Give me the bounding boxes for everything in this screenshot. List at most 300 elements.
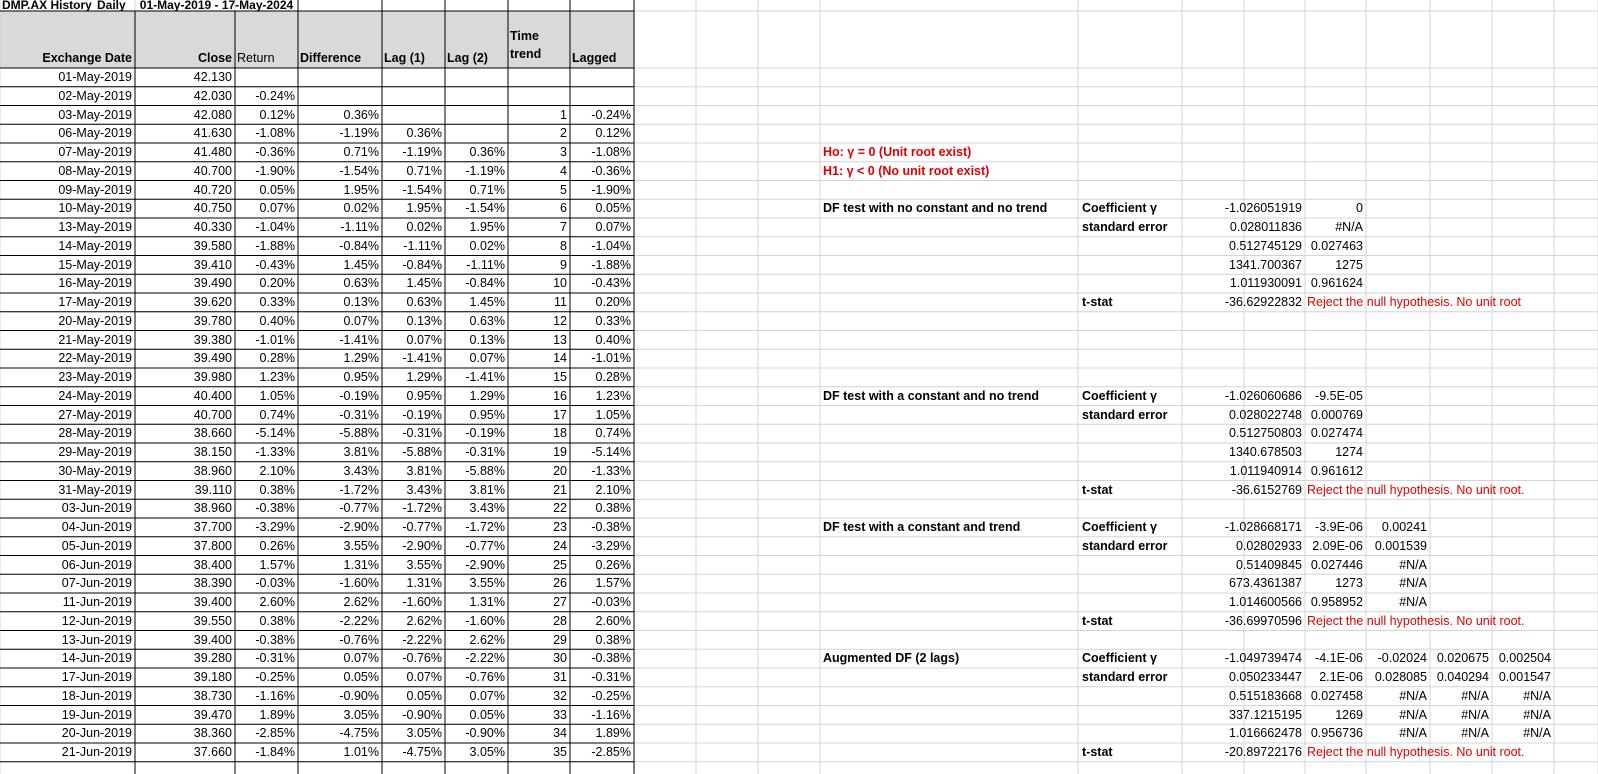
cell-date[interactable]: 03-May-2019 bbox=[58, 107, 132, 122]
stat-value[interactable]: 0.958952 bbox=[1310, 595, 1363, 609]
cell-lag1[interactable]: -2.90% bbox=[402, 538, 442, 553]
cell-date[interactable]: 21-Jun-2019 bbox=[61, 745, 132, 759]
cell-date[interactable]: 31-May-2019 bbox=[58, 482, 132, 497]
cell-lag1[interactable]: 3.43% bbox=[406, 482, 442, 497]
cell-lagged[interactable]: 0.05% bbox=[595, 201, 631, 216]
stat-value[interactable]: #N/A bbox=[1523, 707, 1551, 722]
cell-difference[interactable]: 1.29% bbox=[343, 351, 379, 366]
cell-lagged[interactable]: 0.40% bbox=[595, 332, 631, 347]
cell-return[interactable]: 2.10% bbox=[259, 463, 295, 478]
test-title[interactable]: DF test with a constant and trend bbox=[823, 520, 1021, 534]
cell-time-trend[interactable]: 8 bbox=[560, 238, 567, 253]
header-exchange-date[interactable]: Exchange Date bbox=[42, 51, 132, 65]
stat-value[interactable]: 0.02802933 bbox=[1235, 538, 1302, 553]
cell-date[interactable]: 14-May-2019 bbox=[58, 238, 132, 253]
cell-date[interactable]: 06-Jun-2019 bbox=[61, 557, 132, 572]
cell-date[interactable]: 11-Jun-2019 bbox=[62, 595, 132, 609]
cell-lagged[interactable]: 1.89% bbox=[595, 726, 631, 741]
date-range[interactable]: 01-May-2019 - 17-May-2024 bbox=[139, 0, 294, 12]
cell-time-trend[interactable]: 4 bbox=[560, 163, 567, 178]
stat-value[interactable]: #N/A bbox=[1335, 220, 1363, 234]
cell-difference[interactable]: 1.95% bbox=[343, 182, 379, 197]
cell-lagged[interactable]: -0.36% bbox=[591, 163, 631, 178]
cell-return[interactable]: -1.84% bbox=[255, 745, 295, 759]
cell-lag1[interactable]: -1.72% bbox=[402, 501, 442, 516]
cell-lag1[interactable]: 2.62% bbox=[406, 613, 442, 628]
cell-close[interactable]: 40.720 bbox=[193, 182, 232, 197]
stat-value[interactable]: 0.512750803 bbox=[1229, 426, 1302, 441]
cell-lagged[interactable]: -1.90% bbox=[591, 182, 631, 197]
cell-date[interactable]: 13-Jun-2019 bbox=[61, 632, 132, 647]
test-conclusion[interactable]: Reject the null hypothesis. No unit root bbox=[1307, 295, 1522, 309]
cell-close[interactable]: 39.780 bbox=[193, 313, 232, 328]
stat-value[interactable]: -1.026051919 bbox=[1224, 201, 1302, 216]
sheet-title[interactable]: DMP.AX History bbox=[2, 0, 92, 12]
cell-lagged[interactable] bbox=[570, 68, 634, 87]
tstat-label[interactable]: t-stat bbox=[1082, 613, 1113, 628]
cell-date[interactable]: 17-Jun-2019 bbox=[61, 670, 132, 684]
cell-return[interactable]: -3.29% bbox=[255, 520, 295, 534]
cell-date[interactable]: 20-May-2019 bbox=[58, 313, 132, 328]
coefficient-label[interactable]: Coefficient γ bbox=[1082, 201, 1158, 216]
cell-lag1[interactable]: -0.31% bbox=[402, 426, 442, 441]
cell-return[interactable]: 0.40% bbox=[259, 313, 295, 328]
cell-difference[interactable]: 3.43% bbox=[343, 463, 379, 478]
stat-value[interactable]: #N/A bbox=[1399, 557, 1427, 572]
cell-time-trend[interactable]: 13 bbox=[553, 332, 567, 347]
cell-return[interactable]: -0.25% bbox=[255, 670, 295, 684]
cell-lag2[interactable]: -2.22% bbox=[465, 651, 505, 666]
cell-date[interactable]: 15-May-2019 bbox=[58, 257, 132, 272]
cell-time-trend[interactable]: 3 bbox=[560, 145, 567, 159]
tstat-label[interactable]: t-stat bbox=[1082, 482, 1113, 497]
cell-close[interactable]: 42.030 bbox=[193, 88, 232, 103]
cell-lag1[interactable]: 0.63% bbox=[406, 295, 442, 309]
cell-lagged[interactable]: -0.38% bbox=[591, 520, 631, 534]
cell-time-trend[interactable]: 1 bbox=[560, 107, 567, 122]
cell-lag1[interactable]: -0.84% bbox=[402, 257, 442, 272]
cell-lagged[interactable]: 1.57% bbox=[595, 576, 631, 591]
tstat-label[interactable]: t-stat bbox=[1082, 745, 1113, 759]
stat-value[interactable]: 0.027463 bbox=[1310, 238, 1363, 253]
cell-time-trend[interactable]: 21 bbox=[553, 482, 567, 497]
cell-time-trend[interactable]: 17 bbox=[553, 407, 567, 422]
tstat-value[interactable]: -20.89722176 bbox=[1224, 745, 1302, 759]
cell-close[interactable]: 38.400 bbox=[193, 557, 232, 572]
cell-lag1[interactable]: -2.22% bbox=[402, 632, 442, 647]
stat-value[interactable]: 0.027474 bbox=[1310, 426, 1363, 441]
cell-lag2[interactable]: 0.13% bbox=[469, 332, 505, 347]
header-lag1[interactable]: Lag (1) bbox=[384, 51, 425, 65]
cell-difference[interactable]: -5.88% bbox=[339, 426, 379, 441]
cell-lagged[interactable]: 0.07% bbox=[595, 220, 631, 234]
stat-value[interactable]: 0.001539 bbox=[1374, 538, 1427, 553]
stat-value[interactable]: 1340.678503 bbox=[1229, 445, 1302, 459]
cell-lag2[interactable]: -0.84% bbox=[465, 276, 505, 291]
cell-time-trend[interactable]: 12 bbox=[553, 313, 567, 328]
cell-close[interactable]: 38.960 bbox=[193, 501, 232, 516]
cell-time-trend[interactable]: 35 bbox=[553, 745, 567, 759]
cell-return[interactable]: -2.85% bbox=[255, 726, 295, 741]
cell-difference[interactable]: 0.71% bbox=[343, 145, 379, 159]
cell-lag2[interactable]: -0.31% bbox=[465, 445, 505, 459]
cell-difference[interactable]: 0.02% bbox=[343, 201, 379, 216]
cell-close[interactable]: 39.470 bbox=[193, 707, 232, 722]
cell-date[interactable]: 23-May-2019 bbox=[58, 370, 132, 384]
stat-value[interactable]: 0 bbox=[1356, 201, 1363, 216]
cell-return[interactable]: -0.43% bbox=[255, 257, 295, 272]
cell-date[interactable]: 18-Jun-2019 bbox=[61, 688, 132, 703]
header-lag2[interactable]: Lag (2) bbox=[447, 51, 488, 65]
cell-lag1[interactable] bbox=[382, 68, 445, 87]
cell-lag2[interactable]: -1.11% bbox=[466, 257, 505, 272]
cell-date[interactable]: 29-May-2019 bbox=[58, 445, 132, 459]
stat-value[interactable]: 0.027458 bbox=[1310, 688, 1363, 703]
cell-return[interactable]: -1.90% bbox=[255, 163, 295, 178]
cell-lag2[interactable]: 3.43% bbox=[469, 501, 505, 516]
cell-return[interactable]: -0.03% bbox=[255, 576, 295, 591]
cell-difference[interactable]: -1.60% bbox=[339, 576, 379, 591]
test-title[interactable]: DF test with a constant and no trend bbox=[823, 388, 1039, 403]
cell-difference[interactable]: -0.90% bbox=[339, 688, 379, 703]
stat-value[interactable]: 1.011940914 bbox=[1229, 463, 1302, 478]
cell-difference[interactable]: -2.22% bbox=[339, 613, 379, 628]
cell-lagged[interactable]: -1.88% bbox=[591, 257, 631, 272]
cell-close[interactable]: 39.110 bbox=[194, 482, 232, 497]
test-title[interactable]: DF test with no constant and no trend bbox=[823, 201, 1048, 216]
stat-value[interactable]: 1.011930091 bbox=[1229, 276, 1302, 291]
stat-value[interactable]: 673.4361387 bbox=[1229, 576, 1302, 591]
cell-lag2[interactable] bbox=[445, 87, 508, 106]
cell-lag1[interactable]: 0.36% bbox=[406, 126, 442, 141]
cell-lagged[interactable]: -5.14% bbox=[591, 445, 631, 459]
cell-lag2[interactable]: 0.71% bbox=[469, 182, 505, 197]
cell-date[interactable]: 28-May-2019 bbox=[58, 426, 132, 441]
stat-value[interactable]: #N/A bbox=[1399, 707, 1427, 722]
standard-error-label[interactable]: standard error bbox=[1082, 220, 1168, 234]
cell-time-trend[interactable]: 9 bbox=[560, 257, 567, 272]
header-return[interactable]: Return bbox=[237, 51, 275, 65]
cell-close[interactable]: 41.630 bbox=[193, 126, 232, 141]
cell-difference[interactable]: -1.11% bbox=[340, 220, 379, 234]
cell-difference[interactable]: -0.19% bbox=[339, 388, 379, 403]
stat-value[interactable]: -4.1E-06 bbox=[1315, 651, 1363, 666]
header-time-trend[interactable]: Time trend bbox=[510, 29, 542, 61]
cell-time-trend[interactable]: 10 bbox=[553, 276, 567, 291]
cell-close[interactable]: 39.550 bbox=[193, 613, 232, 628]
cell-lag1[interactable]: 0.95% bbox=[406, 388, 442, 403]
test-conclusion[interactable]: Reject the null hypothesis. No unit root. bbox=[1307, 613, 1525, 628]
cell-date[interactable]: 16-May-2019 bbox=[58, 276, 132, 291]
cell-lag2[interactable]: -1.41% bbox=[465, 370, 505, 384]
cell-difference[interactable]: 1.31% bbox=[343, 557, 379, 572]
stat-value[interactable]: 0.512745129 bbox=[1229, 238, 1302, 253]
stat-value[interactable]: #N/A bbox=[1399, 595, 1427, 609]
cell-lag1[interactable]: -1.60% bbox=[402, 595, 442, 609]
stat-value[interactable]: 0.961624 bbox=[1310, 276, 1363, 291]
cell-return[interactable]: 0.12% bbox=[259, 107, 295, 122]
cell-lag1[interactable]: 3.55% bbox=[406, 557, 442, 572]
cell-time-trend[interactable] bbox=[508, 87, 570, 106]
stat-value[interactable]: 0.515183668 bbox=[1229, 688, 1302, 703]
cell-return[interactable]: 1.05% bbox=[259, 388, 295, 403]
cell-lag2[interactable]: 0.36% bbox=[469, 145, 505, 159]
cell-difference[interactable] bbox=[298, 68, 382, 87]
cell-close[interactable]: 37.800 bbox=[193, 538, 232, 553]
cell-lagged[interactable]: 2.60% bbox=[595, 613, 631, 628]
cell-time-trend[interactable]: 25 bbox=[553, 557, 567, 572]
cell-date[interactable]: 27-May-2019 bbox=[58, 407, 132, 422]
cell-lag1[interactable]: 1.29% bbox=[406, 370, 442, 384]
cell-time-trend[interactable]: 16 bbox=[553, 388, 567, 403]
frequency-label[interactable]: Daily bbox=[97, 0, 126, 12]
cell-lag1[interactable]: 0.07% bbox=[406, 332, 442, 347]
cell-date[interactable]: 10-May-2019 bbox=[58, 201, 132, 216]
cell-time-trend[interactable]: 32 bbox=[553, 688, 567, 703]
cell-time-trend[interactable]: 11 bbox=[554, 295, 567, 309]
stat-value[interactable]: -3.9E-06 bbox=[1315, 520, 1363, 534]
cell-lag2[interactable]: 1.29% bbox=[469, 388, 505, 403]
cell-lagged[interactable]: 0.12% bbox=[595, 126, 631, 141]
cell-lagged[interactable]: -3.29% bbox=[591, 538, 631, 553]
cell-difference[interactable] bbox=[298, 87, 382, 106]
header-close[interactable]: Close bbox=[197, 51, 232, 65]
cell-return[interactable]: -1.33% bbox=[255, 445, 295, 459]
cell-time-trend[interactable]: 18 bbox=[553, 426, 567, 441]
cell-difference[interactable]: 0.95% bbox=[343, 370, 379, 384]
cell-date[interactable]: 09-May-2019 bbox=[58, 182, 132, 197]
cell-close[interactable]: 39.580 bbox=[193, 238, 232, 253]
cell-close[interactable]: 40.700 bbox=[193, 163, 232, 178]
cell-time-trend[interactable]: 15 bbox=[553, 370, 567, 384]
stat-value[interactable]: 0.027446 bbox=[1310, 557, 1363, 572]
cell-close[interactable]: 42.130 bbox=[193, 70, 232, 84]
stat-value[interactable]: 0.961612 bbox=[1310, 463, 1363, 478]
tstat-value[interactable]: -36.6152769 bbox=[1231, 482, 1302, 497]
stat-value[interactable]: 2.09E-06 bbox=[1312, 538, 1363, 553]
cell-time-trend[interactable]: 19 bbox=[553, 445, 567, 459]
stat-value[interactable]: #N/A bbox=[1523, 726, 1551, 741]
cell-lagged[interactable]: -0.03% bbox=[591, 595, 631, 609]
cell-lagged[interactable]: -1.16% bbox=[591, 707, 631, 722]
cell-date[interactable]: 22-May-2019 bbox=[58, 351, 132, 366]
cell-lag1[interactable] bbox=[382, 106, 445, 125]
cell-lag2[interactable]: -5.88% bbox=[465, 463, 505, 478]
cell-lag2[interactable]: 3.81% bbox=[469, 482, 505, 497]
cell-date[interactable]: 02-May-2019 bbox=[58, 88, 132, 103]
stat-value[interactable]: #N/A bbox=[1399, 726, 1427, 741]
cell-return[interactable]: -0.24% bbox=[255, 88, 295, 103]
stat-value[interactable]: 0.020675 bbox=[1436, 651, 1489, 666]
stat-value[interactable]: #N/A bbox=[1399, 688, 1427, 703]
cell-close[interactable]: 42.080 bbox=[193, 107, 232, 122]
stat-value[interactable]: 1275 bbox=[1335, 257, 1363, 272]
cell-lag2[interactable] bbox=[445, 124, 508, 143]
cell-difference[interactable]: 0.63% bbox=[343, 276, 379, 291]
cell-return[interactable]: -1.01% bbox=[255, 332, 295, 347]
cell-lag2[interactable]: -1.60% bbox=[465, 613, 505, 628]
cell-return[interactable]: -0.38% bbox=[255, 501, 295, 516]
cell-lag2[interactable]: -0.76% bbox=[465, 670, 505, 684]
hypothesis-null[interactable]: Ho: γ = 0 (Unit root exist) bbox=[823, 145, 972, 159]
header-difference[interactable]: Difference bbox=[300, 51, 362, 65]
cell-lag1[interactable]: 0.07% bbox=[406, 670, 442, 684]
cell-date[interactable]: 21-May-2019 bbox=[58, 332, 132, 347]
cell-lag1[interactable]: -0.77% bbox=[402, 520, 442, 534]
cell-close[interactable]: 37.660 bbox=[193, 745, 232, 759]
cell-date[interactable]: 07-May-2019 bbox=[58, 145, 132, 159]
cell-return[interactable]: -0.36% bbox=[255, 145, 295, 159]
cell-time-trend[interactable]: 23 bbox=[553, 520, 567, 534]
cell-return[interactable]: -1.88% bbox=[255, 238, 295, 253]
stat-value[interactable]: 0.001547 bbox=[1498, 670, 1551, 684]
stat-value[interactable]: 0.028085 bbox=[1374, 670, 1427, 684]
cell-close[interactable]: 39.980 bbox=[193, 370, 232, 384]
cell-close[interactable]: 40.330 bbox=[193, 220, 232, 234]
cell-lag2[interactable]: -2.90% bbox=[465, 557, 505, 572]
cell-close[interactable]: 37.700 bbox=[193, 520, 232, 534]
cell-lagged[interactable]: -0.38% bbox=[591, 651, 631, 666]
cell-difference[interactable]: 0.13% bbox=[343, 295, 379, 309]
stat-value[interactable]: 1269 bbox=[1335, 707, 1363, 722]
cell-lag2[interactable] bbox=[445, 106, 508, 125]
cell-difference[interactable]: 2.62% bbox=[343, 595, 379, 609]
cell-lag2[interactable]: -1.19% bbox=[465, 163, 505, 178]
cell-close[interactable]: 40.700 bbox=[193, 407, 232, 422]
cell-close[interactable]: 41.480 bbox=[193, 145, 232, 159]
cell-return[interactable]: 2.60% bbox=[259, 595, 295, 609]
cell-lagged[interactable]: 1.23% bbox=[595, 388, 631, 403]
cell-lagged[interactable]: 0.33% bbox=[595, 313, 631, 328]
cell-return[interactable]: 0.33% bbox=[259, 295, 295, 309]
cell-lagged[interactable]: -1.33% bbox=[591, 463, 631, 478]
cell-difference[interactable]: -0.76% bbox=[339, 632, 379, 647]
cell-lag2[interactable]: -0.90% bbox=[465, 726, 505, 741]
stat-value[interactable]: #N/A bbox=[1461, 688, 1489, 703]
standard-error-label[interactable]: standard error bbox=[1082, 407, 1168, 422]
stat-value[interactable]: #N/A bbox=[1399, 576, 1427, 591]
cell-lag1[interactable]: -1.19% bbox=[402, 145, 442, 159]
cell-return[interactable]: -1.16% bbox=[255, 688, 295, 703]
cell-time-trend[interactable]: 34 bbox=[553, 726, 567, 741]
cell-lag1[interactable]: -1.11% bbox=[403, 238, 442, 253]
stat-value[interactable]: -9.5E-05 bbox=[1315, 388, 1363, 403]
cell-lag1[interactable]: -0.19% bbox=[402, 407, 442, 422]
stat-value[interactable]: 0.040294 bbox=[1436, 670, 1489, 684]
cell-time-trend[interactable]: 7 bbox=[560, 220, 567, 234]
cell-date[interactable]: 24-May-2019 bbox=[58, 388, 132, 403]
cell-return[interactable]: 0.26% bbox=[259, 538, 295, 553]
cell-difference[interactable]: -0.77% bbox=[339, 501, 379, 516]
cell-time-trend[interactable]: 22 bbox=[553, 501, 567, 516]
cell-lag1[interactable]: -1.41% bbox=[402, 351, 442, 366]
stat-value[interactable]: 0.028011836 bbox=[1229, 220, 1302, 234]
cell-return[interactable]: 1.23% bbox=[259, 370, 295, 384]
cell-lagged[interactable]: -1.04% bbox=[591, 238, 631, 253]
cell-lagged[interactable]: -1.08% bbox=[591, 145, 631, 159]
stat-value[interactable]: #N/A bbox=[1461, 707, 1489, 722]
cell-time-trend[interactable]: 29 bbox=[553, 632, 567, 647]
cell-lag2[interactable]: 0.63% bbox=[469, 313, 505, 328]
cell-difference[interactable]: 0.05% bbox=[343, 670, 379, 684]
standard-error-label[interactable]: standard error bbox=[1082, 538, 1168, 553]
cell-lag1[interactable]: 1.31% bbox=[406, 576, 442, 591]
cell-close[interactable]: 38.360 bbox=[193, 726, 232, 741]
cell-lag1[interactable]: 1.45% bbox=[406, 276, 442, 291]
stat-value[interactable]: 1.014600566 bbox=[1229, 595, 1302, 609]
cell-lagged[interactable]: 0.26% bbox=[595, 557, 631, 572]
cell-time-trend[interactable]: 6 bbox=[560, 201, 567, 216]
tstat-value[interactable]: -36.62922832 bbox=[1224, 295, 1302, 309]
cell-time-trend[interactable]: 20 bbox=[553, 463, 567, 478]
stat-value[interactable]: 0.00241 bbox=[1381, 520, 1427, 534]
cell-lag2[interactable]: 0.07% bbox=[469, 351, 505, 366]
cell-lagged[interactable]: 0.20% bbox=[595, 295, 631, 309]
cell-time-trend[interactable]: 26 bbox=[553, 576, 567, 591]
cell-time-trend[interactable] bbox=[508, 68, 570, 87]
cell-lag2[interactable]: 0.95% bbox=[469, 407, 505, 422]
stat-value[interactable]: #N/A bbox=[1461, 726, 1489, 741]
cell-lagged[interactable]: 0.28% bbox=[595, 370, 631, 384]
cell-close[interactable]: 39.620 bbox=[193, 295, 232, 309]
stat-value[interactable]: -0.02024 bbox=[1377, 651, 1427, 666]
cell-lagged[interactable]: 0.38% bbox=[595, 632, 631, 647]
cell-lag2[interactable]: -0.19% bbox=[465, 426, 505, 441]
cell-date[interactable]: 05-Jun-2019 bbox=[61, 538, 132, 553]
standard-error-label[interactable]: standard error bbox=[1082, 670, 1168, 684]
cell-close[interactable]: 38.960 bbox=[193, 463, 232, 478]
cell-difference[interactable]: 3.55% bbox=[343, 538, 379, 553]
cell-time-trend[interactable]: 30 bbox=[553, 651, 567, 666]
cell-difference[interactable]: 1.45% bbox=[343, 257, 379, 272]
cell-lagged[interactable]: -1.01% bbox=[591, 351, 631, 366]
cell-lag1[interactable] bbox=[382, 87, 445, 106]
test-title[interactable]: Augmented DF (2 lags) bbox=[823, 651, 960, 666]
cell-lagged[interactable]: -0.25% bbox=[591, 688, 631, 703]
tstat-value[interactable]: -36.69970596 bbox=[1224, 613, 1302, 628]
stat-value[interactable]: 1341.700367 bbox=[1229, 257, 1302, 272]
cell-lag1[interactable]: 0.05% bbox=[406, 688, 442, 703]
cell-date[interactable]: 06-May-2019 bbox=[58, 126, 132, 141]
stat-value[interactable]: 0.956736 bbox=[1310, 726, 1363, 741]
stat-value[interactable]: 1274 bbox=[1335, 445, 1363, 459]
cell-time-trend[interactable]: 24 bbox=[553, 538, 567, 553]
cell-close[interactable]: 38.730 bbox=[193, 688, 232, 703]
cell-return[interactable]: -0.31% bbox=[255, 651, 295, 666]
cell-difference[interactable]: 0.07% bbox=[343, 651, 379, 666]
cell-date[interactable]: 13-May-2019 bbox=[58, 220, 132, 234]
cell-time-trend[interactable]: 2 bbox=[560, 126, 567, 141]
coefficient-label[interactable]: Coefficient γ bbox=[1082, 388, 1158, 403]
cell-lagged[interactable]: 0.74% bbox=[595, 426, 631, 441]
cell-lag2[interactable]: -1.54% bbox=[465, 201, 505, 216]
stat-value[interactable]: 0.028022748 bbox=[1229, 407, 1302, 422]
cell-lag1[interactable]: 3.81% bbox=[406, 463, 442, 478]
cell-date[interactable]: 19-Jun-2019 bbox=[61, 707, 132, 722]
cell-close[interactable]: 39.410 bbox=[193, 257, 232, 272]
cell-time-trend[interactable]: 27 bbox=[553, 595, 567, 609]
cell-close[interactable]: 39.280 bbox=[193, 651, 232, 666]
stat-value[interactable]: #N/A bbox=[1523, 688, 1551, 703]
cell-lag2[interactable]: 1.45% bbox=[469, 295, 505, 309]
cell-lagged[interactable]: 2.10% bbox=[595, 482, 631, 497]
cell-difference[interactable]: -0.84% bbox=[339, 238, 379, 253]
cell-difference[interactable]: 1.01% bbox=[343, 745, 379, 759]
cell-lag2[interactable]: -1.72% bbox=[465, 520, 505, 534]
cell-return[interactable]: 1.57% bbox=[259, 557, 295, 572]
cell-lagged[interactable]: -2.85% bbox=[591, 745, 631, 759]
cell-difference[interactable]: -1.41% bbox=[339, 332, 379, 347]
